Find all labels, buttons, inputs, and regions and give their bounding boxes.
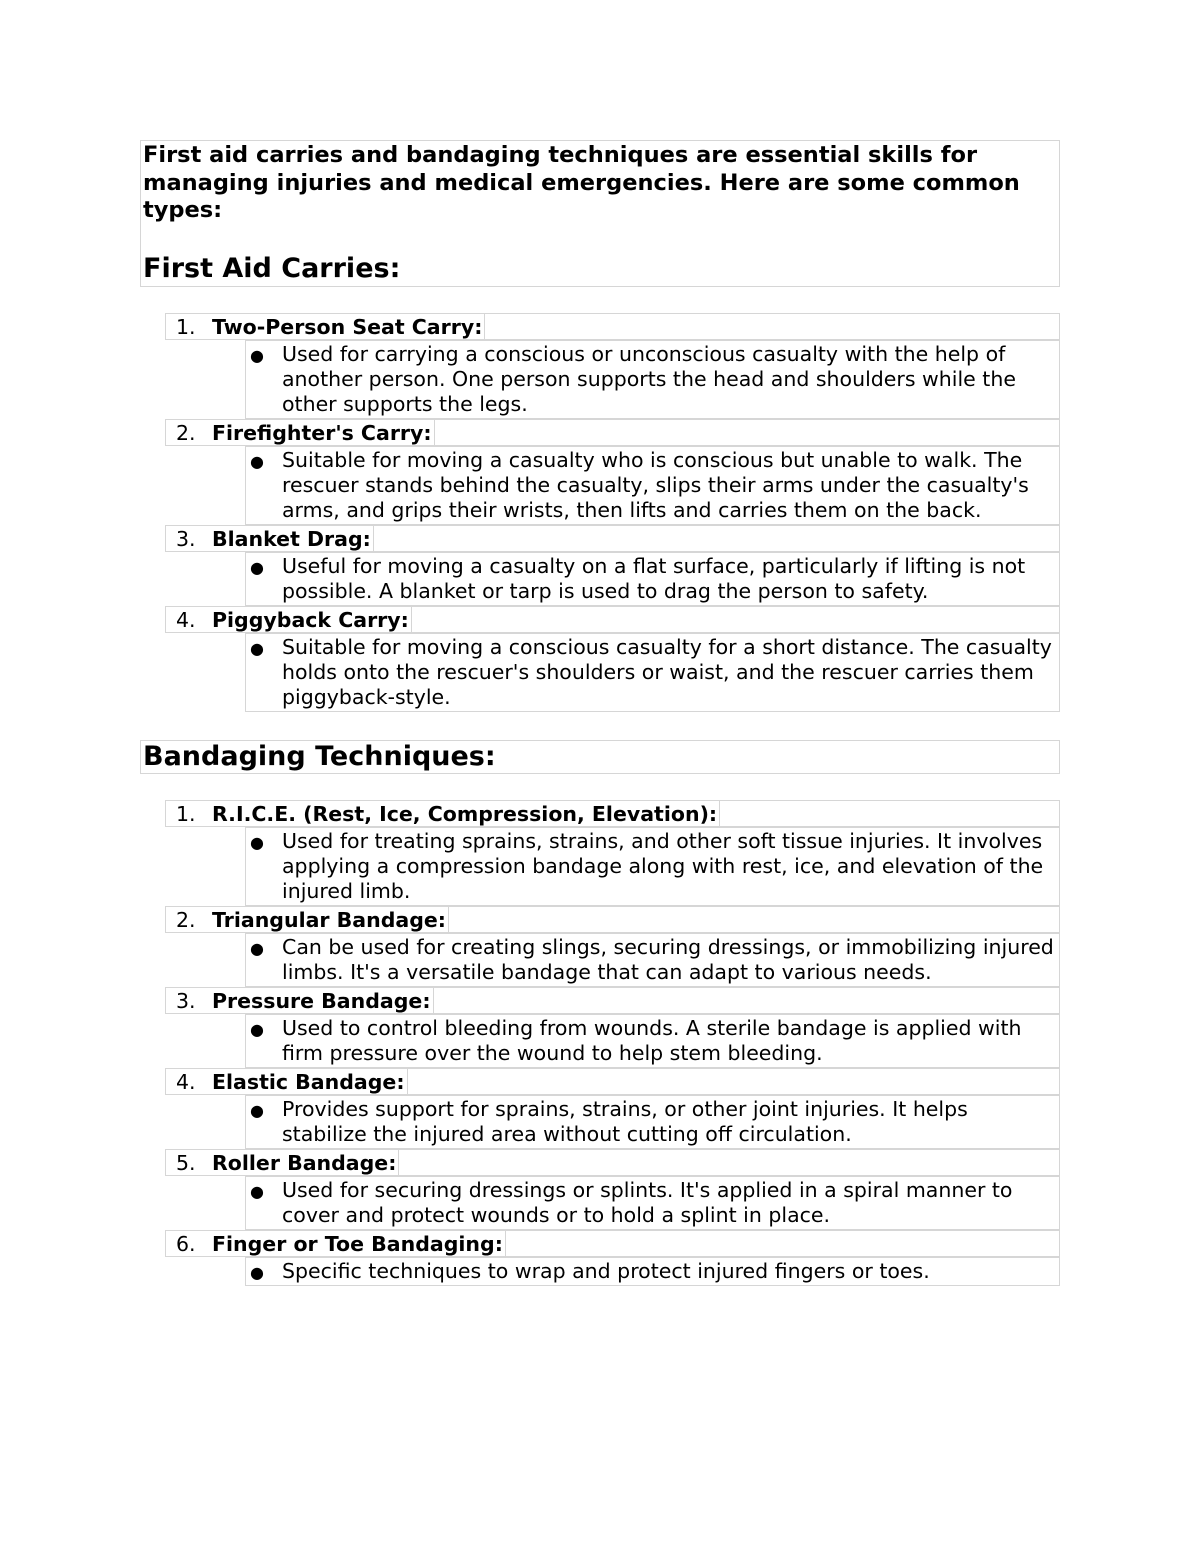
item-description-text: Useful for moving a casualty on a flat surface, particularly if lifting is not possible. A blanket or tarp is used to drag the person to safety. bbox=[282, 554, 1026, 603]
item-description-text: Used for treating sprains, strains, and other soft tissue injuries. It involves applying a compression bandage along with rest, ice, and elevation of the injured limb. bbox=[282, 829, 1044, 903]
item-title-row bbox=[165, 987, 1060, 1014]
item-description bbox=[245, 633, 1060, 712]
item-description bbox=[245, 827, 1060, 906]
item-description bbox=[245, 1014, 1060, 1068]
list-item bbox=[140, 1149, 1060, 1230]
item-description bbox=[245, 340, 1060, 419]
bandaging-techniques-list bbox=[140, 800, 1060, 1286]
list-item bbox=[140, 1230, 1060, 1286]
item-description-text: Suitable for moving a conscious casualty for a short distance. The casualty holds onto the rescuer's shoulders or waist, and the rescuer carries them piggyback-style. bbox=[282, 635, 1052, 709]
bullet-icon: ● bbox=[250, 452, 264, 471]
item-title-row bbox=[165, 313, 1060, 340]
item-description-text: Suitable for moving a casualty who is conscious but unable to walk. The rescuer stands behind the casualty, slips their arms under the casualty's arms, and grips their wrists, then lifts and carries them on the back. bbox=[282, 448, 1029, 522]
item-number: 2. bbox=[176, 421, 196, 445]
intro-paragraph: First aid carries and bandaging techniques are essential skills for managing injuries and medical emergencies. Here are some common types: bbox=[143, 142, 1020, 223]
bullet-icon: ● bbox=[250, 1020, 264, 1039]
item-number: 1. bbox=[176, 802, 196, 826]
item-description bbox=[245, 1176, 1060, 1230]
item-number: 5. bbox=[176, 1151, 196, 1175]
item-title-row bbox=[165, 906, 1060, 933]
bullet-icon: ● bbox=[250, 346, 264, 365]
item-description-text: Provides support for sprains, strains, or other joint injuries. It helps stabilize the injured area without cutting off circulation. bbox=[282, 1097, 968, 1146]
list-item bbox=[140, 313, 1060, 419]
item-title-row bbox=[165, 1230, 1060, 1257]
list-item bbox=[140, 800, 1060, 906]
item-title-row bbox=[165, 419, 1060, 446]
section-heading-first-aid-carries: First Aid Carries: bbox=[143, 252, 401, 284]
item-title: Pressure Bandage: bbox=[212, 988, 434, 1014]
item-title-row bbox=[165, 1149, 1060, 1176]
item-title: Triangular Bandage: bbox=[212, 907, 449, 933]
list-item bbox=[140, 419, 1060, 525]
item-title: Two-Person Seat Carry: bbox=[212, 314, 485, 340]
list-item bbox=[140, 987, 1060, 1068]
bullet-icon: ● bbox=[250, 1263, 264, 1282]
item-title: Firefighter's Carry: bbox=[212, 420, 435, 446]
list-item bbox=[140, 906, 1060, 987]
item-title: Finger or Toe Bandaging: bbox=[212, 1231, 506, 1257]
item-description bbox=[245, 1257, 1060, 1286]
item-title: Blanket Drag: bbox=[212, 526, 374, 552]
bullet-icon: ● bbox=[250, 558, 264, 577]
document-page bbox=[140, 140, 1060, 1286]
list-item bbox=[140, 1068, 1060, 1149]
item-description-text: Used for carrying a conscious or unconscious casualty with the help of another person. One person supports the head and shoulders while the other supports the legs. bbox=[282, 342, 1016, 416]
item-description bbox=[245, 1095, 1060, 1149]
item-title: Elastic Bandage: bbox=[212, 1069, 408, 1095]
bullet-icon: ● bbox=[250, 1101, 264, 1120]
intro-block bbox=[140, 140, 1060, 287]
item-description-text: Used to control bleeding from wounds. A sterile bandage is applied with firm pressure over the wound to help stem bleeding. bbox=[282, 1016, 1022, 1065]
list-item bbox=[140, 525, 1060, 606]
bullet-icon: ● bbox=[250, 1182, 264, 1201]
item-description bbox=[245, 933, 1060, 987]
bandaging-heading-block bbox=[140, 740, 1060, 774]
item-number: 1. bbox=[176, 315, 196, 339]
bullet-icon: ● bbox=[250, 833, 264, 852]
item-title-row bbox=[165, 525, 1060, 552]
list-item bbox=[140, 606, 1060, 712]
item-title-row bbox=[165, 606, 1060, 633]
item-title: Roller Bandage: bbox=[212, 1150, 399, 1176]
item-description-text: Specific techniques to wrap and protect injured fingers or toes. bbox=[282, 1259, 930, 1283]
item-description bbox=[245, 446, 1060, 525]
item-description bbox=[245, 552, 1060, 606]
item-title: Piggyback Carry: bbox=[212, 607, 412, 633]
item-number: 2. bbox=[176, 908, 196, 932]
item-number: 4. bbox=[176, 1070, 196, 1094]
bullet-icon: ● bbox=[250, 939, 264, 958]
item-title-row bbox=[165, 1068, 1060, 1095]
item-title: R.I.C.E. (Rest, Ice, Compression, Elevation): bbox=[212, 801, 720, 827]
item-description-text: Used for securing dressings or splints. It's applied in a spiral manner to cover and protect wounds or to hold a splint in place. bbox=[282, 1178, 1013, 1227]
item-number: 6. bbox=[176, 1232, 196, 1256]
section-heading-bandaging-techniques: Bandaging Techniques: bbox=[143, 741, 496, 772]
first-aid-carries-list bbox=[140, 313, 1060, 712]
bullet-icon: ● bbox=[250, 639, 264, 658]
item-number: 4. bbox=[176, 608, 196, 632]
item-number: 3. bbox=[176, 527, 196, 551]
item-description-text: Can be used for creating slings, securing dressings, or immobilizing injured limbs. It's a versatile bandage that can adapt to various needs. bbox=[282, 935, 1054, 984]
item-number: 3. bbox=[176, 989, 196, 1013]
item-title-row bbox=[165, 800, 1060, 827]
